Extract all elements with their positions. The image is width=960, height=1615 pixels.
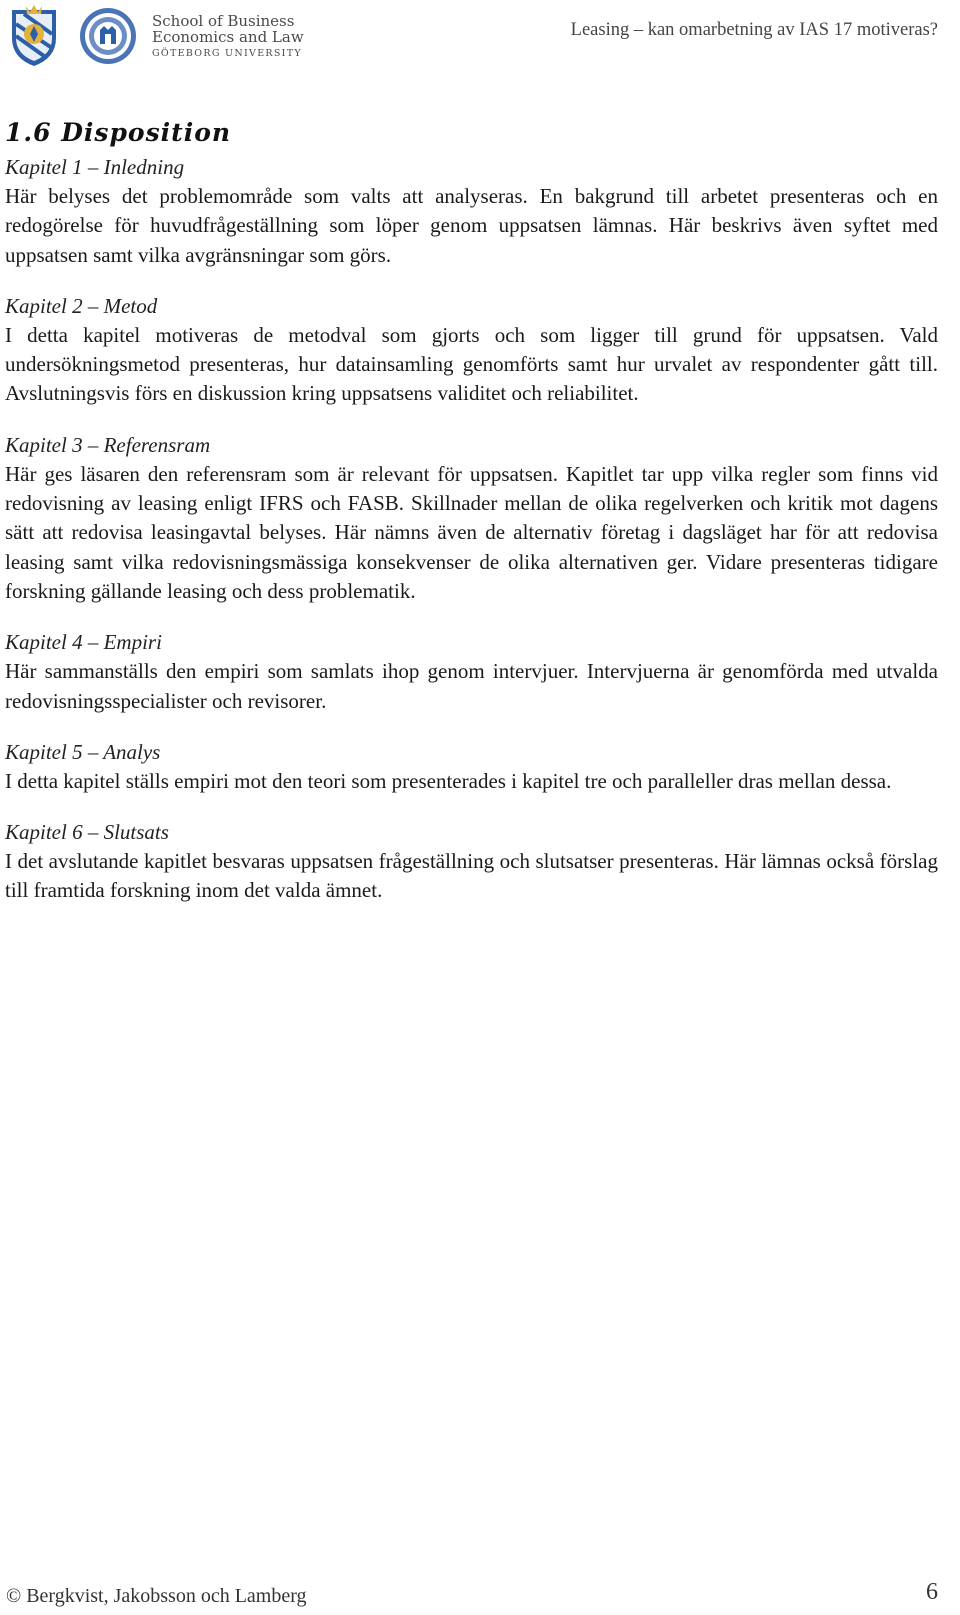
gothenburg-emblem-icon	[4, 4, 64, 68]
chapter-6	[5, 818, 938, 906]
chapter-description: Här ges läsaren den referensram som är relevant för uppsatsen. Kapitlet tar upp vilka regler som finns vid redovisning av leasing enligt IFRS och FASB. Skillnader mellan de olika regelverken och kritik mot dagens sätt att redovisa leasingavtal belyses. Här nämns även de alternativ företag i dagsläget har för att redovisa leasing samt vilka redovisningsmässiga konsekvenser de olika alternativen ger. Vidare presenteras tidigare forskning gällande leasing och dess problematik.	[5, 461, 938, 603]
chapter-title: Kapitel 5 – Analys	[5, 739, 161, 764]
university-name: GÖTEBORG UNIVERSITY	[152, 47, 302, 59]
school-name-line1: School of Business	[152, 12, 295, 30]
school-name-line2: Economics and Law	[152, 27, 304, 46]
page-header	[0, 0, 960, 72]
chapter-description: Här belyses det problemområde som valts att analyseras. En bakgrund till arbetet presenteras och en redogörelse för huvudfrågeställning som löper genom uppsatsen lämnas. Här beskrivs även syftet med uppsatsen samt vilka avgränsningar som görs.	[5, 184, 938, 267]
page-footer	[0, 1579, 960, 1615]
chapter-description: I detta kapitel motiveras de metodval som gjorts och som ligger till grund för uppsatsen. Vald undersökningsmetod presenteras, hur datainsamling genomförts samt hur urvalet av respondenter gått till. Avslutningsvis förs en diskussion kring uppsatsens validitet och reliabilitet.	[5, 322, 938, 406]
chapter-3	[5, 431, 938, 606]
document-title: Leasing – kan omarbetning av IAS 17 motiveras?	[570, 20, 938, 40]
chapter-1	[5, 153, 938, 270]
chapter-5	[5, 738, 938, 796]
copyright-notice: © Bergkvist, Jakobsson och Lamberg	[6, 1585, 307, 1607]
section-heading: 1.6 Disposition	[5, 118, 232, 147]
chapter-title: Kapitel 2 – Metod	[5, 293, 158, 318]
chapter-description: Här sammanställs den empiri som samlats ihop genom intervjuer. Intervjuerna är genomförda med utvalda redovisningsspecialister och revisorer.	[5, 659, 938, 713]
chapter-title: Kapitel 1 – Inledning	[5, 155, 185, 179]
chapter-description: I det avslutande kapitlet besvaras uppsatsen frågeställning och slutsatser presenteras. Här lämnas också förslag till framtida forskning inom det valda ämnet.	[5, 849, 938, 903]
school-name	[152, 14, 304, 58]
chapter-2	[5, 292, 938, 409]
page-content	[5, 118, 938, 928]
chapter-4	[5, 628, 938, 716]
chapter-title: Kapitel 6 – Slutsats	[5, 820, 169, 845]
chapter-title: Kapitel 4 – Empiri	[5, 630, 162, 655]
university-seal-icon	[78, 4, 138, 68]
chapter-description: I detta kapitel ställs empiri mot den teori som presenterades i kapitel tre och paralleller dras mellan dessa.	[5, 768, 892, 793]
page-number: 6	[926, 1579, 938, 1605]
chapter-title: Kapitel 3 – Referensram	[5, 432, 211, 457]
